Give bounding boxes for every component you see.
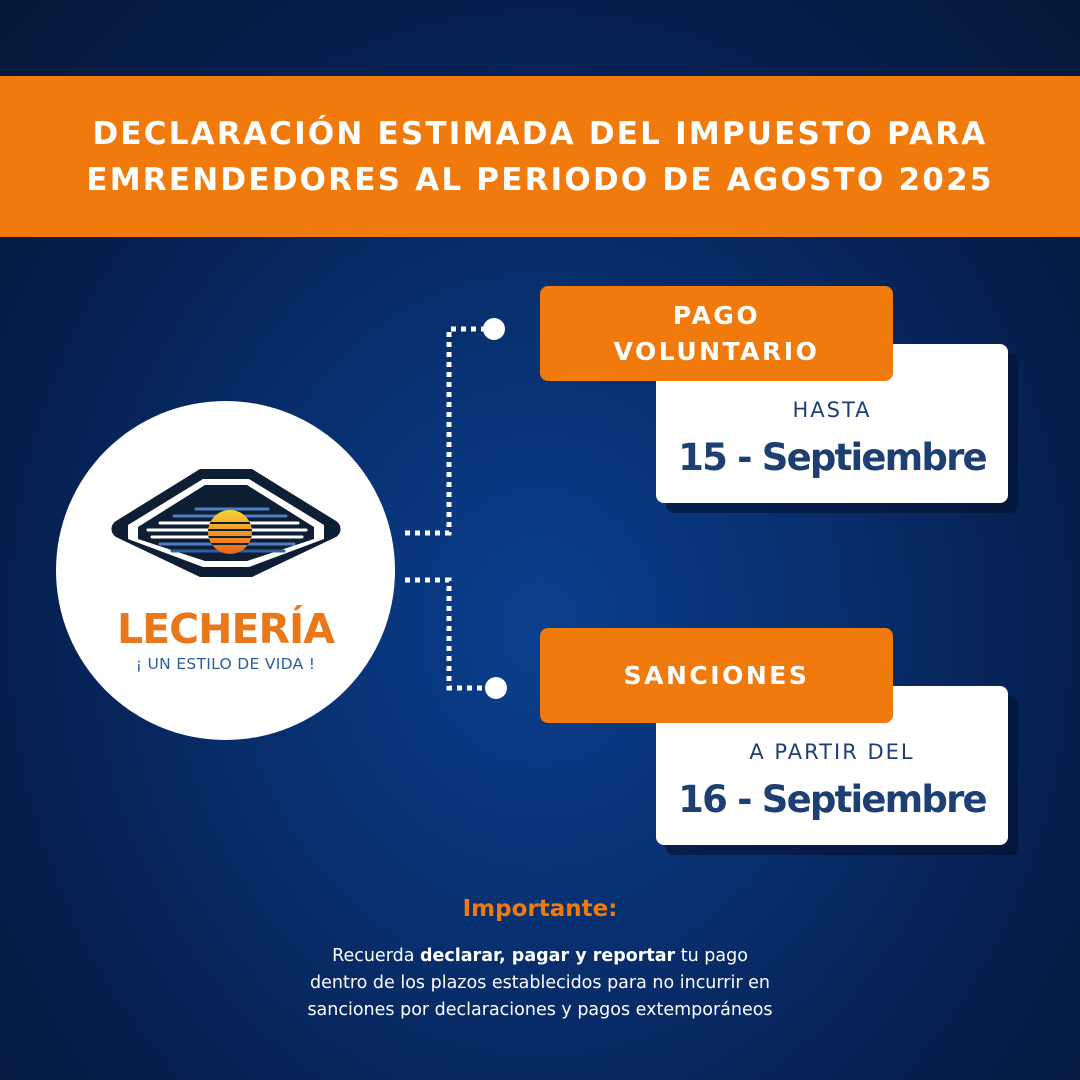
important-message-line-2: dentro de los plazos establecidos para no incurrir en (310, 973, 770, 993)
connector-lower (405, 580, 492, 688)
logo-wordmark: LECHERÍA (116, 605, 335, 653)
lecheria-emblem-icon (108, 463, 344, 583)
important-emphasis: declarar, pagar y reportar (419, 946, 676, 966)
connector-dot-lower (485, 677, 507, 699)
sanctions-tag-label: SANCIONES (623, 660, 810, 690)
header-title-line-2: EMRENDEDORES AL PERIODO DE AGOSTO 2025 (86, 161, 994, 198)
sanctions-start-label: A PARTIR DEL (749, 740, 915, 764)
lecheria-logo-badge (56, 401, 395, 740)
connector-upper (405, 329, 492, 533)
payment-tag-line-1: PAGO (672, 300, 761, 330)
important-heading: Importante: (462, 896, 618, 922)
payment-deadline-label: HASTA (792, 398, 872, 422)
important-post-text: tu pago (675, 946, 748, 966)
logo-slogan: ¡ UN ESTILO DE VIDA ! (135, 655, 316, 673)
header-banner (0, 76, 1080, 237)
sanctions-tag (540, 628, 893, 723)
important-message (0, 943, 1080, 1024)
important-message-line-3: sanciones por declaraciones y pagos extemporáneos (307, 1000, 773, 1020)
connector-dot-upper (483, 318, 505, 340)
payment-deadline-date: 15 - Septiembre (678, 436, 986, 479)
sanctions-start-date: 16 - Septiembre (678, 778, 986, 821)
important-pre-text: Recuerda (332, 946, 420, 966)
header-title-line-1: DECLARACIÓN ESTIMADA DEL IMPUESTO PARA (92, 115, 988, 152)
important-message-line-1 (0, 943, 1080, 970)
payment-tag (540, 286, 893, 381)
payment-tag-line-2: VOLUNTARIO (613, 336, 820, 366)
